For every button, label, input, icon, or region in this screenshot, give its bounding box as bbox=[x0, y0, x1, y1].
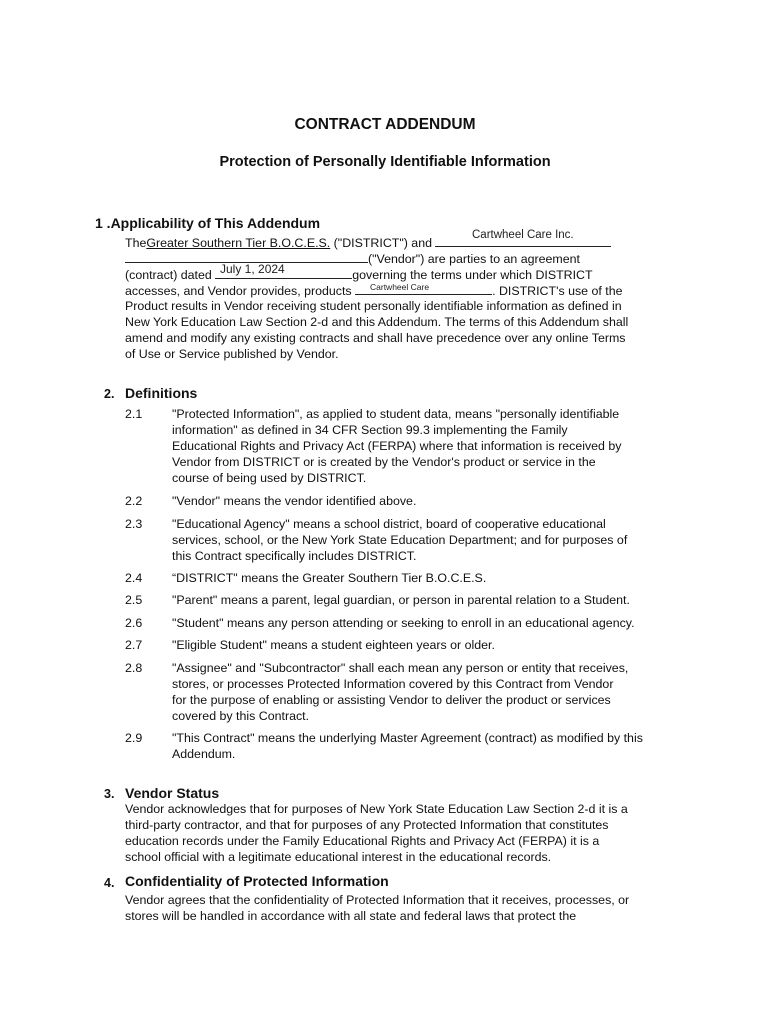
definition-text-line: stores, or processes Protected Information covered by this Contract from Vendor bbox=[172, 677, 614, 691]
definition-number: 2.6 bbox=[125, 616, 143, 630]
governing-text: governing the terms under which DISTRICT bbox=[352, 268, 593, 282]
accesses-text: accesses, and Vendor provides, products bbox=[125, 284, 356, 298]
section-2-number: 2. bbox=[104, 387, 115, 401]
document-title: CONTRACT ADDENDUM bbox=[294, 116, 476, 133]
date-fill: July 1, 2024 bbox=[220, 262, 285, 276]
section-3-number: 3. bbox=[104, 787, 115, 801]
definition-text-line: Vendor from DISTRICT or is created by the Vendor's product or service in the bbox=[172, 455, 596, 469]
section-3-heading: Vendor Status bbox=[125, 785, 220, 801]
definition-text-line: "Student" means any person attending or seeking to enroll in an educational agency. bbox=[172, 616, 635, 630]
section-1-rest-line: of Use or Service published by Vendor. bbox=[125, 347, 339, 361]
section-1-heading: 1 .Applicability of This Addendum bbox=[95, 215, 321, 231]
vendor-name-fill: Cartwheel Care Inc. bbox=[472, 229, 574, 241]
section-3-line: school official with a legitimate educational interest in the educational records. bbox=[125, 850, 552, 864]
definition-text-line: "Eligible Student" means a student eighteen years or older. bbox=[172, 638, 495, 652]
section-1-rest-line: amend and modify any existing contracts and shall have precedence over any online Terms bbox=[125, 331, 626, 345]
section-1-rest-line: Product results in Vendor receiving student personally identifiable information as defined in bbox=[125, 299, 622, 313]
product-fill: Cartwheel Care bbox=[370, 282, 430, 292]
definition-text-line: "Assignee" and "Subcontractor" shall each mean any person or entity that receives, bbox=[172, 661, 629, 675]
definition-text-line: course of being used by DISTRICT. bbox=[172, 471, 367, 485]
definition-text-line: services, school, or the New York State Education Department; and for purposes of bbox=[172, 533, 628, 547]
section-2-heading: Definitions bbox=[125, 385, 198, 401]
section-1-line-3 bbox=[125, 266, 593, 283]
district-use-text: . DISTRICT's use of the bbox=[492, 284, 623, 298]
document-subtitle: Protection of Personally Identifiable Information bbox=[219, 154, 551, 170]
section-3-line: Vendor acknowledges that for purposes of New York State Education Law Section 2-d it is a bbox=[125, 802, 628, 816]
definition-text-line: for the purpose of enabling or assisting Vendor to deliver the product or services bbox=[172, 693, 611, 707]
definition-text-line: "Vendor" means the vendor identified above. bbox=[172, 494, 417, 508]
definition-text-line: Addendum. bbox=[172, 747, 236, 761]
definition-text-line: information" as defined in 34 CFR Section 99.3 implementing the Family bbox=[172, 423, 568, 437]
definition-number: 2.4 bbox=[125, 571, 143, 585]
the-text: The bbox=[125, 236, 147, 250]
section-4-number: 4. bbox=[104, 876, 115, 890]
section-4-line: Vendor agrees that the confidentiality of Protected Information that it receives, processes, or bbox=[125, 893, 630, 907]
definition-number: 2.8 bbox=[125, 661, 143, 675]
definition-text-line: "Protected Information", as applied to student data, means "personally identifiable bbox=[172, 407, 620, 421]
district-name: Greater Southern Tier B.O.C.E.S. bbox=[146, 236, 331, 250]
section-4-line: stores will be handled in accordance with all state and federal laws that protect the bbox=[125, 909, 577, 923]
definition-number: 2.9 bbox=[125, 731, 143, 745]
definition-text-line: this Contract specifically includes DISTRICT. bbox=[172, 549, 417, 563]
definition-text-line: covered by this Contract. bbox=[172, 709, 310, 723]
section-3-line: third-party contractor, and that for purposes of any Protected Information that constitutes bbox=[125, 818, 609, 832]
definition-number: 2.7 bbox=[125, 638, 143, 652]
contract-dated-text: (contract) dated bbox=[125, 268, 216, 282]
section-3-line: education records under the Family Educational Rights and Privacy Act (FERPA) it is a bbox=[125, 834, 600, 848]
district-and-text: ("DISTRICT") and bbox=[330, 236, 436, 250]
definition-text-line: "Educational Agency" means a school district, board of cooperative educational bbox=[172, 517, 606, 531]
section-1-line-2 bbox=[125, 250, 580, 267]
definition-number: 2.2 bbox=[125, 494, 143, 508]
vendor-parties-text: ("Vendor") are parties to an agreement bbox=[368, 252, 580, 266]
definition-text-line: "This Contract" means the underlying Master Agreement (contract) as modified by this bbox=[172, 731, 643, 745]
definition-text-line: “DISTRICT" means the Greater Southern Tier B.O.C.E.S. bbox=[172, 571, 487, 585]
definition-number: 2.1 bbox=[125, 407, 143, 421]
definition-number: 2.5 bbox=[125, 593, 143, 607]
section-4-heading: Confidentiality of Protected Information bbox=[125, 873, 389, 889]
definition-number: 2.3 bbox=[125, 517, 143, 531]
definition-text-line: "Parent" means a parent, legal guardian, or person in parental relation to a Student. bbox=[172, 593, 630, 607]
section-1-rest-line: New York Education Law Section 2-d and this Addendum. The terms of this Addendum shall bbox=[125, 315, 629, 329]
definition-text-line: Educational Rights and Privacy Act (FERPA) where that information is received by bbox=[172, 439, 622, 453]
